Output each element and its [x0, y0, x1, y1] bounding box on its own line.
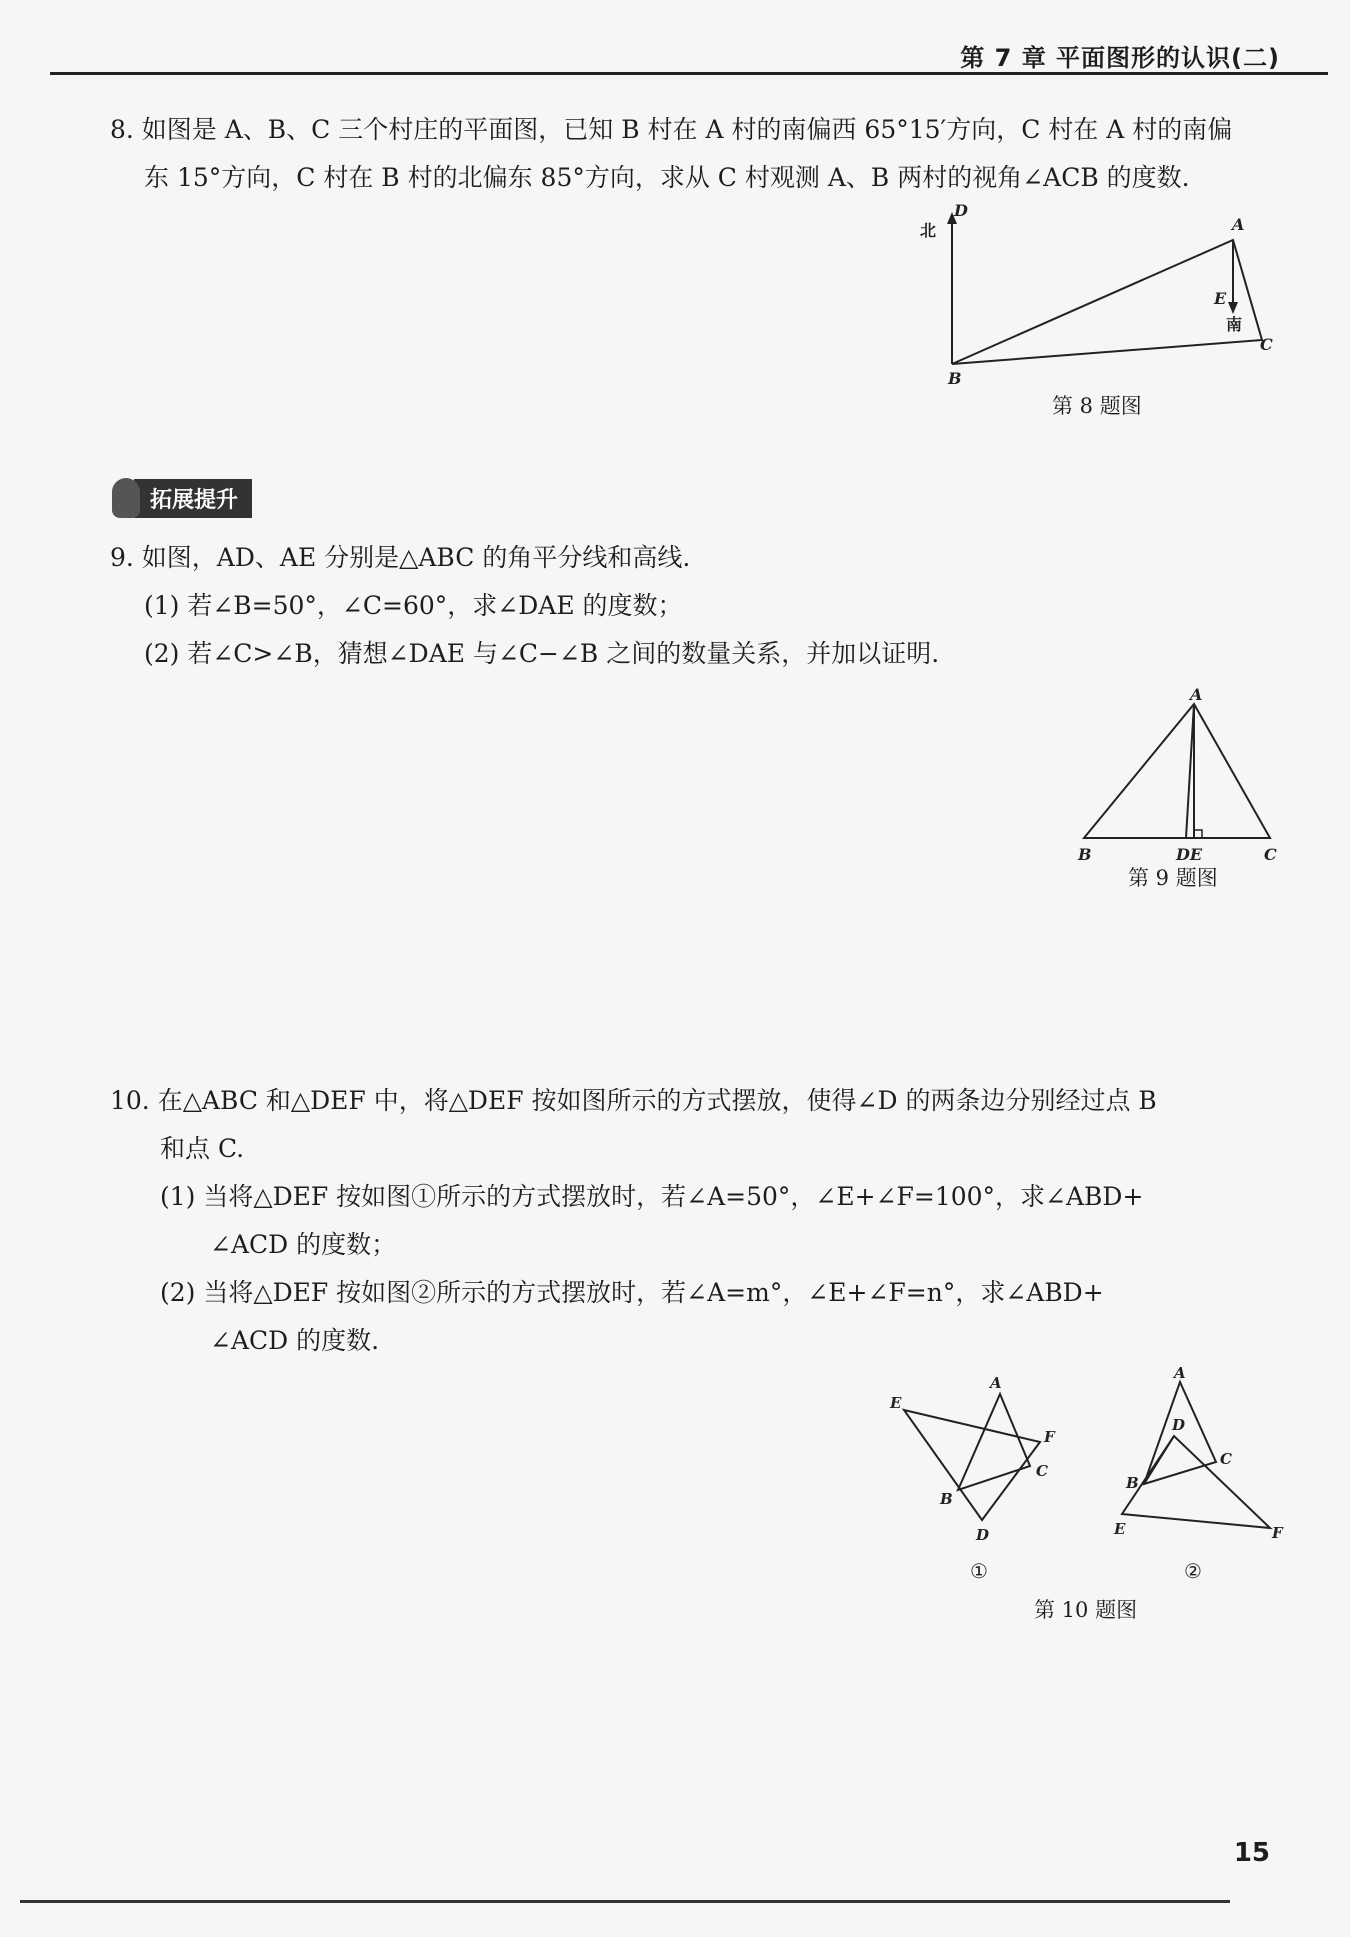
label-b-10-2: B: [1126, 1474, 1139, 1492]
label-a: A: [1232, 215, 1245, 234]
question-10-line-2: 和点 C.: [160, 1134, 245, 1163]
lightbulb-icon: [112, 478, 140, 518]
figure-10-1: [904, 1394, 1040, 1520]
question-9-part-1: (1) 若∠B=50°，∠C=60°，求∠DAE 的度数；: [144, 591, 683, 620]
figure-10-1-number: ①: [970, 1559, 988, 1583]
question-9-line-1: 9. 如图，AD、AE 分别是△ABC 的角平分线和高线.: [110, 543, 691, 572]
figure-8-caption: 第 8 题图: [1052, 394, 1142, 418]
chapter-header: 第 7 章 平面图形的认识(二): [960, 44, 1280, 72]
question-10-part-2b: ∠ACD 的度数.: [210, 1326, 380, 1355]
triangle-def-10-1: [904, 1410, 1040, 1520]
label-e-10-2: E: [1114, 1520, 1126, 1538]
south-arrow-head: [1228, 302, 1238, 314]
label-f-10-2: F: [1272, 1524, 1283, 1542]
question-8-line-2: 东 15°方向，C 村在 B 村的北偏东 85°方向，求从 C 村观测 A、B 两村的视角∠ACB 的度数.: [144, 163, 1190, 192]
figure-9-caption: 第 9 题图: [1128, 866, 1218, 890]
label-c-10-1: C: [1036, 1462, 1048, 1480]
angle-bisector-ad: [1186, 704, 1194, 838]
figure-10-caption: 第 10 题图: [1034, 1598, 1138, 1622]
question-10-part-2a: (2) 当将△DEF 按如图②所示的方式摆放时，若∠A=m°，∠E+∠F=n°，求∠ABD+: [160, 1278, 1104, 1307]
question-9: [110, 534, 939, 678]
footer-rule: [20, 1900, 1230, 1903]
section-tag: [112, 478, 252, 518]
label-south: 南: [1226, 315, 1243, 334]
label-c-10-2: C: [1220, 1450, 1232, 1468]
header-rule: [50, 72, 1328, 75]
label-f-10-1: F: [1044, 1428, 1055, 1446]
label-north: 北: [920, 221, 937, 240]
triangle-abc-10-1: [958, 1394, 1030, 1490]
section-label: 拓展提升: [134, 479, 252, 518]
label-c-9: C: [1264, 845, 1277, 864]
label-e-10-1: E: [890, 1394, 902, 1412]
label-e: E: [1214, 289, 1227, 308]
figure-10-2: [1122, 1382, 1270, 1528]
label-d-10-2: D: [1172, 1416, 1186, 1434]
label-d: D: [954, 201, 968, 220]
label-a-10-2: A: [1174, 1364, 1186, 1382]
figure-10: [890, 1366, 1290, 1586]
question-10-line-1: 10. 在△ABC 和△DEF 中，将△DEF 按如图所示的方式摆放，使得∠D 的两条边分别经过点 B: [110, 1086, 1157, 1115]
figure-9: [1070, 684, 1290, 864]
label-b-10-1: B: [940, 1490, 953, 1508]
label-d-10-1: D: [976, 1526, 990, 1544]
triangle-abc-9: [1084, 704, 1270, 838]
page-number: 15: [1233, 1838, 1270, 1868]
figure-8: [920, 200, 1280, 390]
question-10-part-1a: (1) 当将△DEF 按如图①所示的方式摆放时，若∠A=50°，∠E+∠F=100°，求∠ABD+: [160, 1182, 1144, 1211]
label-c: C: [1260, 335, 1273, 354]
figure-10-2-number: ②: [1184, 1559, 1202, 1583]
label-b-9: B: [1078, 845, 1092, 864]
right-angle-mark: [1194, 830, 1202, 838]
question-8: [110, 106, 1232, 202]
question-9-part-2: (2) 若∠C>∠B，猜想∠DAE 与∠C−∠B 之间的数量关系，并加以证明.: [144, 639, 940, 668]
label-a-9: A: [1190, 685, 1203, 704]
question-8-line-1: 8. 如图是 A、B、C 三个村庄的平面图，已知 B 村在 A 村的南偏西 65°15′方向，C 村在 A 村的南偏: [110, 115, 1233, 144]
label-b: B: [948, 369, 962, 388]
label-de-9: DE: [1176, 845, 1203, 864]
question-10: [110, 1077, 1157, 1365]
label-a-10-1: A: [990, 1374, 1002, 1392]
question-10-part-1b: ∠ACD 的度数；: [210, 1230, 397, 1259]
